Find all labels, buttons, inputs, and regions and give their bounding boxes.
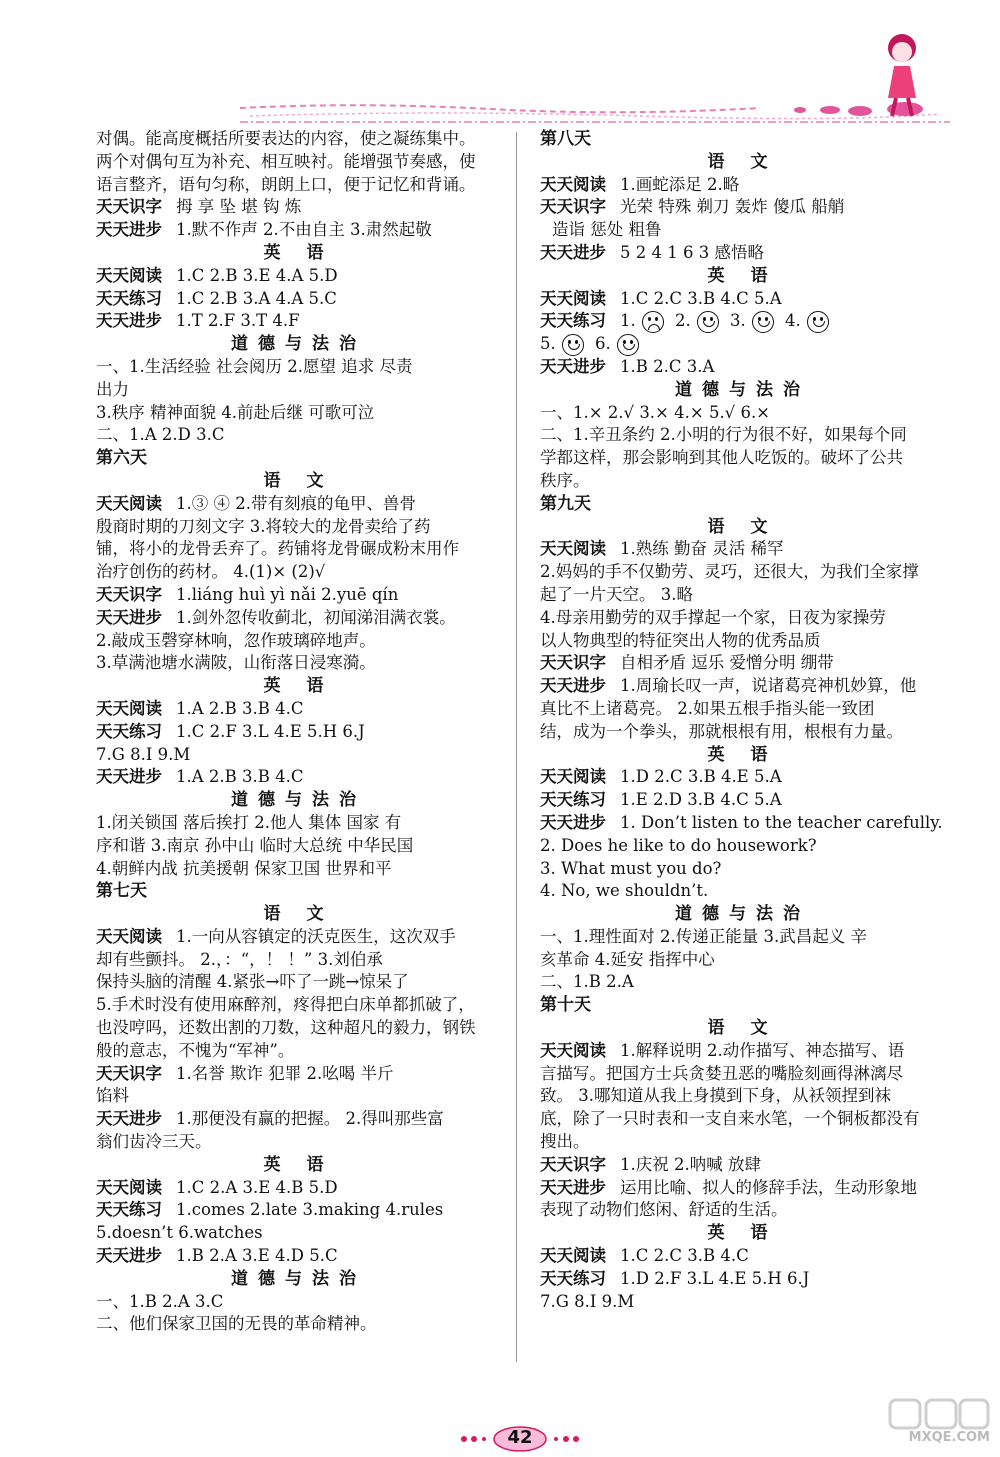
answer-line: 3.秩序 精神面貌 4.前赴后继 可歌可泣 [96, 402, 375, 422]
subject-heading: 英 语 [707, 265, 778, 286]
answer-item [96, 766, 501, 789]
answer-item [540, 675, 945, 698]
answer-line: 4. No, we shouldn’t. [540, 881, 709, 901]
mascot-illustration [872, 28, 932, 118]
answer-line: 造诣 惩处 粗鲁 [552, 220, 662, 240]
section-label: 天天进步 [96, 220, 162, 240]
answer-item [540, 288, 945, 311]
face-number: 6. [595, 334, 611, 354]
face-number: 3. [730, 311, 746, 331]
section-label: 天天进步 [540, 676, 606, 696]
answer-text: 1.D 2.F 3.L 4.E 5.H 6.J [620, 1268, 810, 1288]
section-label: 天天阅读 [540, 1246, 606, 1266]
answer-item [540, 789, 945, 812]
answer-item [540, 1177, 945, 1200]
answer-line: 学都这样，那会影响到其他人吃饭的。破坏了公共 [540, 448, 903, 468]
happy-face-icon [697, 311, 719, 333]
section-label: 天天阅读 [96, 265, 162, 285]
answer-item [540, 196, 945, 219]
section-label: 天天识字 [540, 1154, 606, 1174]
section-label: 天天进步 [540, 812, 606, 832]
answer-item [96, 1177, 501, 1200]
day-heading: 第九天 [540, 493, 591, 514]
answer-line: 致。 3.哪知道从我上身摸到下身，从袄领捏到袜 [540, 1086, 891, 1106]
day-heading: 第六天 [96, 448, 147, 469]
answer-line: 秩序。 [540, 470, 590, 490]
answer-text: 1.剑外忽传收蓟北，初闻涕泪满衣裳。 [176, 607, 456, 627]
answer-line: 两个对偶句互为补充、相互映衬。能增强节奏感，使 [96, 151, 476, 171]
subject-heading: 英 语 [263, 242, 334, 263]
answer-text: 1.B 2.C 3.A [620, 356, 715, 376]
watermark-logo [850, 1398, 990, 1432]
answer-item [96, 196, 501, 219]
happy-face-icon [562, 334, 584, 356]
happy-face-icon [752, 311, 774, 333]
answer-line: 7.G 8.I 9.M [540, 1291, 635, 1311]
subject-heading: 道德与法治 [675, 379, 810, 400]
answer-line: 5.手术时没有使用麻醉剂，疼得把白床单都抓破了， [96, 995, 475, 1015]
answer-item [96, 310, 501, 333]
column-divider [516, 132, 517, 1362]
subject-heading: 道德与法治 [675, 904, 810, 925]
answer-line: 4.母亲用勤劳的双手撑起一个家，日夜为家操劳 [540, 607, 886, 627]
answer-item [540, 766, 945, 789]
answer-item [96, 926, 501, 949]
section-label: 天天进步 [96, 1109, 162, 1129]
answer-line: 般的意志，不愧为“军神”。 [96, 1040, 295, 1060]
answer-line: 语言整齐，语句匀称，朗朗上口，便于记忆和背诵。 [96, 174, 476, 194]
answer-line: 1.闭关锁国 落后挨打 2.他人 集体 国家 有 [96, 812, 402, 832]
watermark-text: MXQE.COM [908, 1430, 990, 1445]
day-heading: 第十天 [540, 995, 591, 1016]
section-label: 天天阅读 [96, 698, 162, 718]
section-label: 天天进步 [96, 1246, 162, 1266]
section-label: 天天进步 [96, 767, 162, 787]
section-label: 天天阅读 [540, 767, 606, 787]
answer-item [96, 1199, 501, 1222]
answer-line: 也没哼吗，还数出割的刀数，这种超凡的毅力，钢铁 [96, 1018, 476, 1038]
answer-text: 1.E 2.D 3.B 4.C 5.A [620, 790, 782, 810]
day-heading: 第七天 [96, 881, 147, 902]
face-number: 5. [540, 334, 556, 354]
answer-text: 1.熟练 勤奋 灵活 稀罕 [620, 539, 784, 559]
answer-line: 5.doesn’t 6.watches [96, 1223, 263, 1243]
answer-line: 表现了动物们悠闲、舒适的生活。 [540, 1200, 788, 1220]
answer-text: 1.解释说明 2.动作描写、神态描写、语 [620, 1040, 905, 1060]
answer-line: 7.G 8.I 9.M [96, 744, 191, 764]
section-label: 天天识字 [540, 197, 606, 217]
section-label: 天天进步 [96, 311, 162, 331]
answer-line: 保持头脑的清醒 4.紧张→吓了一跳→惊呆了 [96, 972, 409, 992]
answer-text: 光荣 特殊 剃刀 轰炸 傻瓜 船艄 [620, 197, 845, 217]
section-label: 天天识字 [96, 584, 162, 604]
section-label: 天天练习 [540, 311, 606, 331]
face-answers [540, 310, 945, 333]
page-number: 42 [507, 1427, 533, 1448]
answer-item [540, 652, 945, 675]
answer-item [96, 265, 501, 288]
face-number: 1. [620, 311, 636, 331]
answer-text: 1.画蛇添足 2.略 [620, 174, 740, 194]
header-decoration [240, 100, 950, 128]
right-column [540, 128, 945, 1313]
section-label: 天天阅读 [96, 493, 162, 513]
section-label: 天天进步 [540, 356, 606, 376]
answer-line: 以人物典型的特征突出人物的优秀品质 [540, 630, 821, 650]
answer-item [540, 242, 945, 265]
answer-line: 治疗创伤的药材。 4.(1)× (2)√ [96, 562, 326, 582]
watermark [850, 1398, 990, 1448]
happy-face-icon [617, 334, 639, 356]
answer-line: 二、他们保家卫国的无畏的革命精神。 [96, 1314, 377, 1334]
sad-face-icon [642, 311, 664, 333]
subject-heading: 语 文 [707, 151, 778, 172]
answer-text: 1.名誉 欺诈 犯罪 2.吆喝 半斤 [176, 1063, 394, 1083]
answer-line: 二、1.B 2.A [540, 972, 634, 992]
section-label: 天天练习 [96, 288, 162, 308]
answer-text: 1.周瑜长叹一声，说诸葛亮神机妙算，他 [620, 676, 917, 696]
answer-text: 1.comes 2.late 3.making 4.rules [176, 1200, 444, 1220]
answer-item [96, 584, 501, 607]
answer-text: 1.C 2.C 3.B 4.C [620, 1246, 749, 1266]
answer-item [540, 538, 945, 561]
answer-line: 一、1.生活经验 社会阅历 2.愿望 追求 尽责 [96, 356, 413, 376]
section-label: 天天阅读 [540, 288, 606, 308]
answer-text: 1.默不作声 2.不由自主 3.肃然起敬 [176, 220, 432, 240]
section-label: 天天阅读 [540, 1040, 606, 1060]
answer-line: 殷商时期的刀刻文字 3.将较大的龙骨卖给了药 [96, 516, 431, 536]
answer-text: 拇 享 坠 堪 钩 炼 [176, 197, 302, 217]
answer-line: 2.妈妈的手不仅勤劳、灵巧，还很大，为我们全家撑 [540, 562, 919, 582]
answer-item [540, 1040, 945, 1063]
subject-heading: 英 语 [707, 744, 778, 765]
left-column [96, 128, 501, 1336]
answer-line: 言描写。把国方士兵贪婪丑恶的嘴脸刻画得淋漓尽 [540, 1063, 903, 1083]
answer-item [540, 174, 945, 197]
subject-heading: 道德与法治 [231, 790, 366, 811]
answer-text: 运用比喻、拟人的修辞手法，生动形象地 [620, 1177, 917, 1197]
answer-item [540, 1268, 945, 1291]
answer-text: 1.③ ④ 2.带有刻痕的龟甲、兽骨 [176, 493, 416, 513]
subject-heading: 道德与法治 [231, 1268, 366, 1289]
answer-text: 1.一向从容镇定的沃克医生，这次双手 [176, 926, 456, 946]
happy-face-icon [807, 311, 829, 333]
answer-line: 馅料 [96, 1086, 129, 1106]
answer-item [540, 1154, 945, 1177]
answer-text: 1.D 2.C 3.B 4.E 5.A [620, 767, 782, 787]
answer-line: 2. Does he like to do housework? [540, 835, 817, 855]
section-label: 天天进步 [540, 1177, 606, 1197]
answer-item [96, 493, 501, 516]
subject-heading: 语 文 [263, 470, 334, 491]
answer-item [96, 698, 501, 721]
answer-item [540, 356, 945, 379]
face-answers [540, 333, 945, 356]
section-label: 天天阅读 [96, 926, 162, 946]
subject-heading: 语 文 [707, 1018, 778, 1039]
answer-item [96, 1108, 501, 1131]
section-label: 天天练习 [96, 721, 162, 741]
answer-line: 4.朝鲜内战 抗美援朝 保家卫国 世界和平 [96, 858, 392, 878]
answer-text: 1. Don’t listen to the teacher carefully. [620, 812, 943, 832]
subject-heading: 语 文 [263, 904, 334, 925]
answer-text: 5 2 4 1 6 3 感悟略 [620, 242, 764, 262]
answer-line: 翁们齿冷三天。 [96, 1132, 212, 1152]
answer-item [96, 219, 501, 242]
subject-heading: 英 语 [263, 676, 334, 697]
answer-text: 1.A 2.B 3.B 4.C [176, 767, 304, 787]
answer-line: 序和谐 3.南京 孙中山 临时大总统 中华民国 [96, 835, 414, 855]
answer-line: 3. What must you do? [540, 858, 722, 878]
section-label: 天天练习 [540, 790, 606, 810]
answer-text: 1.那便没有赢的把握。 2.得叫那些富 [176, 1109, 444, 1129]
answer-line: 起了一片天空。 3.略 [540, 584, 693, 604]
section-label: 天天识字 [540, 653, 606, 673]
answer-text: 1.C 2.A 3.E 4.B 5.D [176, 1177, 338, 1197]
answer-text: 1.C 2.B 3.E 4.A 5.D [176, 265, 338, 285]
answer-line: 一、1.B 2.A 3.C [96, 1291, 224, 1311]
answer-text: 1.liáng huì yì nǎi 2.yuē qín [176, 584, 399, 604]
subject-heading: 道德与法治 [231, 334, 366, 355]
answer-item [96, 721, 501, 744]
page-number-badge [450, 1425, 590, 1453]
answer-line: 却有些颤抖。 2.，：“，！ ！” 3.刘伯承 [96, 949, 383, 969]
section-label: 天天识字 [96, 197, 162, 217]
answer-text: 1.C 2.B 3.A 4.A 5.C [176, 288, 337, 308]
section-label: 天天练习 [96, 1200, 162, 1220]
answer-text: 1.B 2.A 3.E 4.D 5.C [176, 1246, 338, 1266]
subject-heading: 语 文 [707, 516, 778, 537]
answer-item [540, 1245, 945, 1268]
answer-line: 二、1.A 2.D 3.C [96, 425, 225, 445]
answer-item [96, 1063, 501, 1086]
answer-line: 一、1.理性面对 2.传递正能量 3.武昌起义 辛 [540, 926, 867, 946]
day-heading: 第八天 [540, 129, 591, 149]
answer-text: 1.A 2.B 3.B 4.C [176, 698, 304, 718]
answer-line: 铺，将小的龙骨丢弃了。药铺将龙骨碾成粉末用作 [96, 539, 459, 559]
answer-line: 搜出。 [540, 1132, 590, 1152]
answer-line: 亥革命 4.延安 指挥中心 [540, 949, 715, 969]
answer-text: 1.C 2.C 3.B 4.C 5.A [620, 288, 782, 308]
answer-line: 底，除了一只时表和一支自来水笔，一个铜板都没有 [540, 1109, 920, 1129]
answer-line: 真比不上诸葛亮。 2.如果五根手指头能一致团 [540, 698, 875, 718]
answer-item [96, 1245, 501, 1268]
answer-line: 对偶。能高度概括所要表达的内容，使之凝练集中。 [96, 129, 476, 148]
section-label: 天天练习 [540, 1268, 606, 1288]
answer-item [96, 288, 501, 311]
section-label: 天天阅读 [96, 1177, 162, 1197]
section-label: 天天进步 [540, 242, 606, 262]
subject-heading: 英 语 [263, 1154, 334, 1175]
answer-line: 2.敲成玉磬穿林响，忽作玻璃碎地声。 [96, 630, 376, 650]
answer-item [540, 812, 945, 835]
answer-line: 二、1.辛丑条约 2.小明的行为很不好，如果每个同 [540, 425, 907, 445]
answer-text: 1.庆祝 2.呐喊 放肆 [620, 1154, 761, 1174]
face-number: 4. [785, 311, 801, 331]
answer-text: 1.C 2.F 3.L 4.E 5.H 6.J [176, 721, 365, 741]
answer-text: 1.T 2.F 3.T 4.F [176, 311, 300, 331]
face-number: 2. [675, 311, 691, 331]
answer-item [96, 607, 501, 630]
answer-text: 自相矛盾 逗乐 爱憎分明 绷带 [620, 653, 834, 673]
section-label: 天天阅读 [540, 539, 606, 559]
subject-heading: 英 语 [707, 1223, 778, 1244]
answer-line: 3.草满池塘水满陂，山衔落日浸寒漪。 [96, 653, 376, 673]
section-label: 天天进步 [96, 607, 162, 627]
answer-line: 一、1.× 2.√ 3.× 4.× 5.√ 6.× [540, 402, 771, 422]
answer-line: 出力 [96, 379, 129, 399]
section-label: 天天阅读 [540, 174, 606, 194]
section-label: 天天识字 [96, 1063, 162, 1083]
answer-line: 结，成为一个拳头，那就根根有用，根根有力量。 [540, 721, 903, 741]
